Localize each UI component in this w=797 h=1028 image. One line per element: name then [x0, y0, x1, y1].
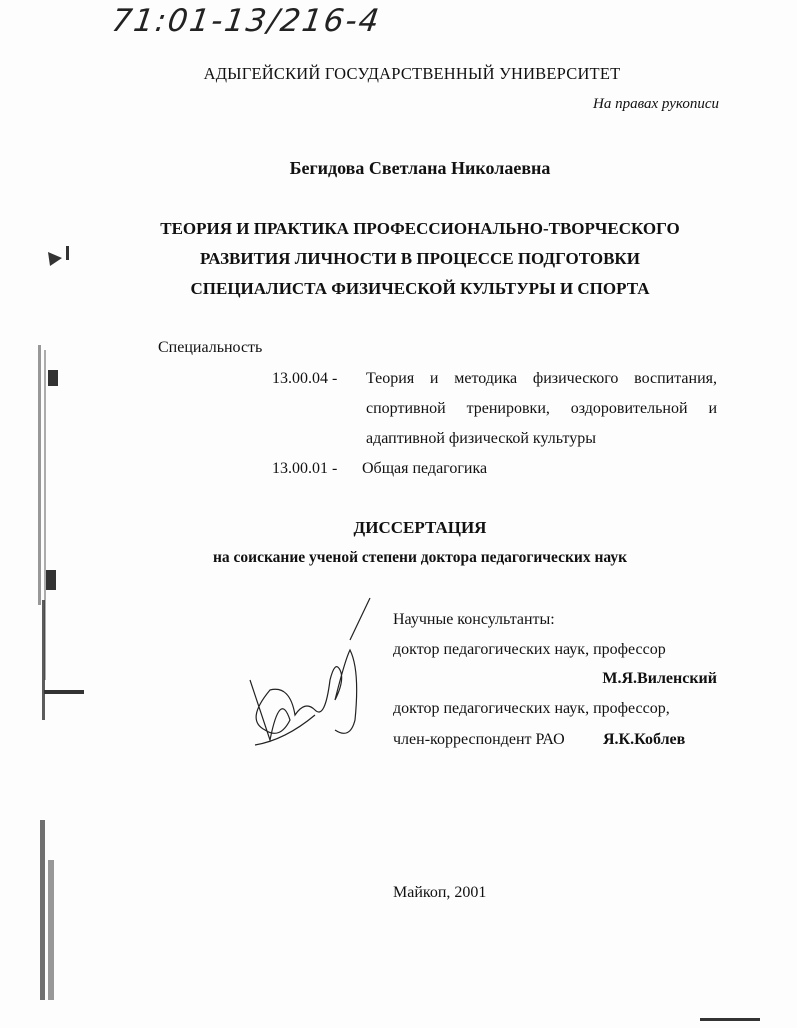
consultant-2-role: член-корреспондент РАО	[393, 731, 565, 748]
title-line-1: ТЕОРИЯ И ПРАКТИКА ПРОФЕССИОНАЛЬНО-ТВОРЧЕСКОГО	[160, 219, 680, 238]
consultant-2-title: доктор педагогических наук, профессор,	[393, 700, 670, 717]
catalog-number-handwritten: 71:01-13/216-4	[109, 3, 384, 39]
consultant-2-name: Я.К.Коблев	[603, 731, 686, 748]
place-and-year: Майкоп, 2001	[393, 884, 487, 901]
specialty-1-line-1: Теория и методика физического воспитания,	[366, 370, 717, 387]
specialty-code-1: 13.00.04 -	[272, 370, 338, 387]
document-type: ДИССЕРТАЦИЯ	[353, 518, 487, 537]
university-name: АДЫГЕЙСКИЙ ГОСУДАРСТВЕННЫЙ УНИВЕРСИТЕТ	[203, 64, 621, 83]
specialty-label: Специальность	[158, 339, 263, 356]
consultant-1-name: М.Я.Виленский	[602, 670, 717, 687]
author-name: Бегидова Светлана Николаевна	[289, 158, 551, 178]
specialty-2-line-1: Общая педагогика	[362, 460, 488, 477]
consultant-1-title: доктор педагогических наук, профессор	[393, 641, 666, 658]
specialty-1-line-3: адаптивной физической культуры	[366, 430, 596, 447]
specialty-1-line-2: спортивной тренировки, оздоровительной и	[366, 400, 717, 417]
specialty-code-2: 13.00.01 -	[272, 460, 338, 477]
title-line-3: СПЕЦИАЛИСТА ФИЗИЧЕСКОЙ КУЛЬТУРЫ И СПОРТА	[190, 279, 650, 298]
degree-line: на соискание ученой степени доктора педагогических наук	[212, 549, 628, 566]
signature	[250, 598, 370, 745]
consultants-label: Научные консультанты:	[393, 611, 555, 628]
title-line-2: РАЗВИТИЯ ЛИЧНОСТИ В ПРОЦЕССЕ ПОДГОТОВКИ	[200, 249, 640, 268]
manuscript-rights-note: На правах рукописи	[593, 96, 719, 112]
